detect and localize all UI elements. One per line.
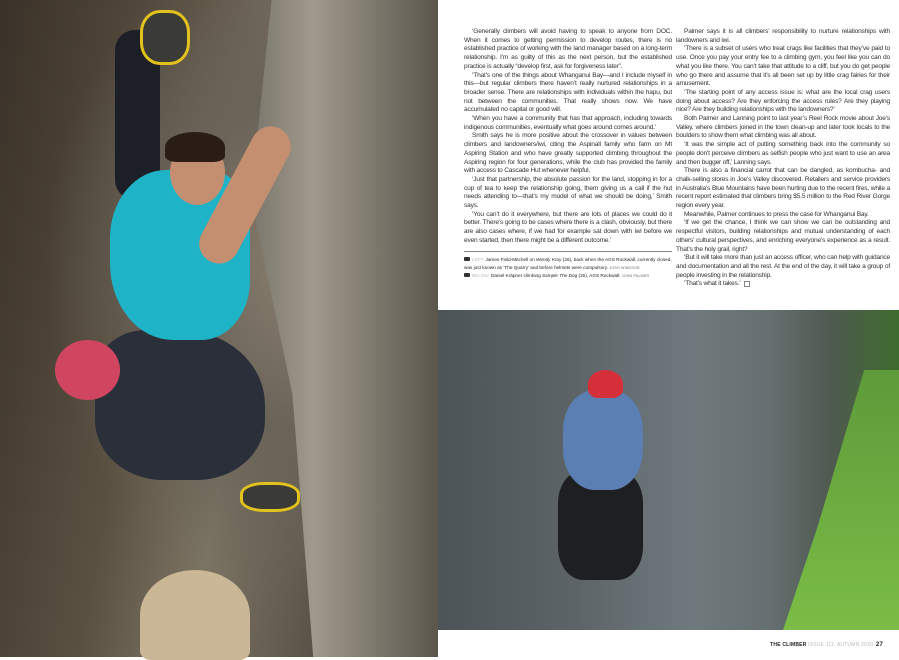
route-name: Sample The Dog bbox=[542, 272, 578, 278]
paragraph: ‘But it will take more than just an access officer, who can help with guidance and documentation and all the rest. At the end of the day, it will take a group of people investing in the relationship. bbox=[676, 254, 890, 279]
paragraph: ‘If we get the chance, I think we can show we can be outstanding and respectful visitors, building relationships and mutual understanding of each others’ cultural perspectives, and enriching everyone’s experience as a result. That’s the holy grail, right? bbox=[676, 219, 890, 253]
magazine-name: THE CLIMBER bbox=[770, 642, 807, 648]
issue-info: ISSUE 111, AUTUMN 2020 bbox=[808, 642, 873, 648]
paragraph: Palmer says it is all climbers’ responsibility to nurture relationships with landowners and iwi. bbox=[676, 28, 890, 44]
camera-icon bbox=[464, 273, 470, 277]
paragraph: There is also a financial carrot that can be dangled, as kombucha- and chalk-selling stores in Joe’s Valley discovered. Retailers and service providers in Australia’s Blue Mountains have been hurting due to the recent fires, while a recent report estimated that climbers bring $5.5 million to the Red River Gorge region every year. bbox=[676, 167, 890, 210]
footer-text bbox=[770, 642, 883, 648]
paragraph-text: ‘That’s what it takes.’ bbox=[684, 280, 741, 288]
article-column-right bbox=[676, 28, 890, 289]
caption-divider bbox=[464, 251, 672, 252]
caption-below bbox=[464, 272, 672, 280]
paragraph: ‘When you have a community that has that approach, including towards indigenous communities, eventually what goes around comes around.’ bbox=[464, 115, 672, 131]
caption-direction: LEFT bbox=[472, 256, 484, 262]
caption-text: (26), back when the AGS Rockwall, currently closed, was just known as ‘The Quarry’ and before helmets were compulsory. bbox=[464, 256, 672, 270]
caption-direction: BELOW bbox=[472, 272, 489, 278]
photo-credit: JOHN PALMER bbox=[621, 273, 650, 278]
paragraph: ‘Just that partnership, the absolute passion for the land, stopping in for a cup of tea to keep the relationship going, them giving us a call if the hut needs attending to—that’s my model of what we should be doing,’ Smith says. bbox=[464, 175, 672, 210]
climber-legs bbox=[95, 330, 265, 480]
chalk-bag bbox=[55, 340, 120, 400]
grass bbox=[783, 370, 899, 630]
paragraph: ‘Generally climbers will avoid having to speak to anyone from DOC. When it comes to getting permission to develop routes, there is no established practice of working with the land manager based on a long-term relationship. I’m as guilty of this as the next person, but the established practice is actually “develop first, ask for forgiveness later”. bbox=[464, 28, 672, 70]
photo-climber-left bbox=[0, 0, 438, 657]
climber-hair bbox=[165, 132, 225, 162]
paragraph: Meanwhile, Palmer continues to press the case for Whanganui Bay. bbox=[684, 210, 869, 218]
caption-left bbox=[464, 256, 672, 272]
caption-text: Daniel Kräpner climbing bbox=[490, 272, 543, 278]
photo-climber-right bbox=[438, 310, 899, 630]
climbing-shoe bbox=[240, 482, 300, 512]
climber-torso bbox=[563, 390, 643, 490]
paragraph: ‘You can’t do it everywhere, but there are lots of places we could do it better. There’s going to be cases where there is a clash, obviously, but there are also cases where, if we had for example sat down with iwi before we even started, then there might be a different outcome.’ bbox=[464, 210, 672, 244]
paragraph: Both Palmer and Lanning point to last year’s Reel Rock movie about Joe’s Valley, where climbers joined in the town clean-up and later took locals to the boulders to show them what climbing was all about. bbox=[676, 115, 890, 140]
paragraph: ‘That’s one of the things about Whanganui Bay—and I include myself in this—but regular climbers there haven’t really nurtured relationships in a broader sense. There are relationships with individuals within the hapu, but not between the communities. That really shows now. We have accumulated no capital or good will. bbox=[464, 71, 672, 114]
paragraph: ‘The starting point of any access issue is: what are the local crag users doing about access? Are they enforcing the access rules? Are they playing nice? Are they building relationships with the landowners?’ bbox=[676, 88, 890, 114]
caption-text: (26), AGS Rockwall. bbox=[577, 272, 621, 278]
belayer bbox=[140, 570, 250, 660]
paragraph bbox=[676, 280, 890, 289]
caption-text: James Field-Mitchell on bbox=[485, 256, 537, 262]
paragraph: ‘It was the simple act of putting something back into the community so people don’t perceive climbers as selfish people who just want to use an area and then bugger off,’ Lanning says. bbox=[676, 141, 890, 166]
route-name: Wendy Kroy bbox=[536, 256, 562, 262]
paragraph: ‘There is a subset of users who treat crags like facilities that they’ve paid to use. Once you pay your entry fee to a climbing gym, you feel like you can do what you like there. You can’t take that attitude to a cliff, but you do get people who go there and assume that it’s all been set up by little crag fairies for their amusement. bbox=[676, 45, 890, 88]
article-column-left bbox=[464, 28, 672, 280]
rock-face bbox=[230, 0, 438, 657]
photo-credit: JOSH WINDSOR bbox=[609, 265, 640, 270]
paragraph: Smith says he is more positive about the crossover in values between climbers and landowners/iwi, citing the Aspinall family who farm on Mt Aspiring Station and who have greatly supported climbing throughout the Aspiring region for four generations, while the club has provided the family with access to Cascade Hut whenever helpful. bbox=[464, 132, 672, 175]
helmet bbox=[588, 370, 623, 398]
page-number: 27 bbox=[875, 642, 883, 648]
photo-captions bbox=[464, 256, 672, 280]
end-mark-icon bbox=[744, 281, 750, 287]
camera-icon bbox=[464, 257, 470, 261]
climbing-shoe bbox=[140, 10, 190, 65]
